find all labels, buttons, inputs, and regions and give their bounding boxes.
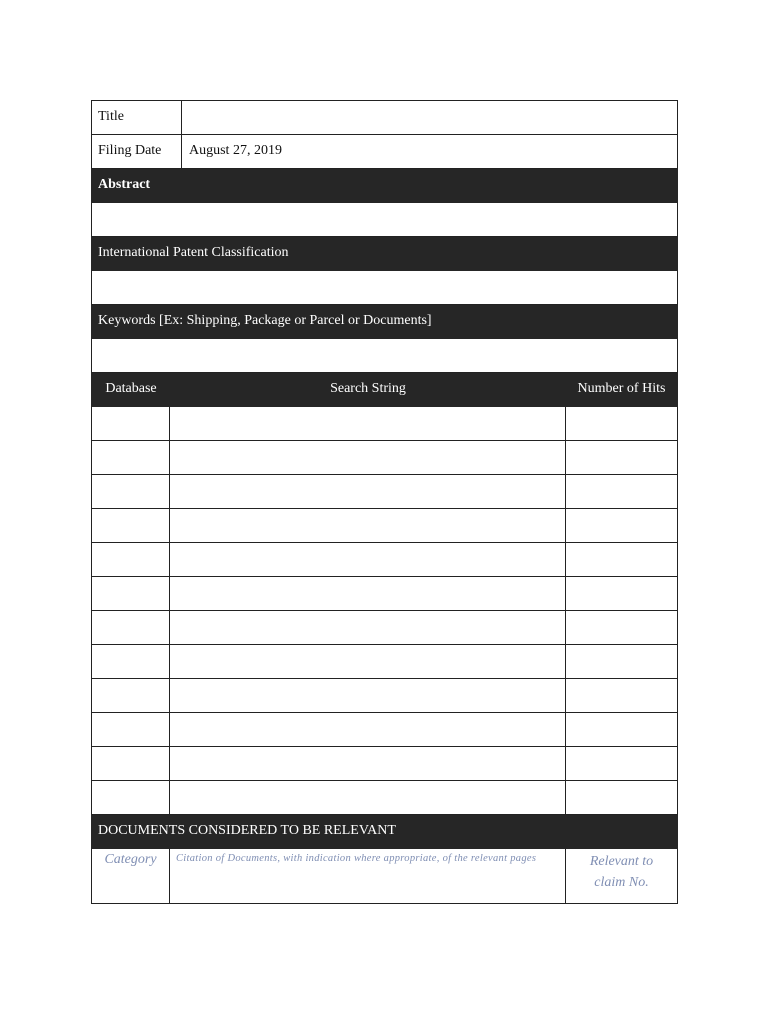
search-string-cell[interactable] <box>170 441 565 474</box>
database-cell[interactable] <box>92 611 169 644</box>
search-table-header <box>91 373 678 407</box>
column-header-number-of-hits: Number of Hits <box>577 381 666 396</box>
table-row <box>91 611 678 645</box>
filing-date-label: Filing Date <box>98 143 162 158</box>
abstract-header <box>91 169 678 203</box>
documents-columns-row <box>91 849 678 904</box>
search-string-cell[interactable] <box>170 577 565 610</box>
search-string-cell[interactable] <box>170 611 565 644</box>
relevant-claim-column-label: Relevant to claim No. <box>589 854 654 890</box>
database-cell[interactable] <box>92 543 169 576</box>
column-header-database: Database <box>105 381 157 396</box>
database-cell[interactable] <box>92 441 169 474</box>
hits-cell[interactable] <box>566 407 677 440</box>
hits-cell[interactable] <box>566 577 677 610</box>
documents-header-label: DOCUMENTS CONSIDERED TO BE RELEVANT <box>98 823 396 838</box>
patent-search-form <box>91 100 678 904</box>
search-string-cell[interactable] <box>170 543 565 576</box>
keywords-field[interactable] <box>92 339 677 372</box>
search-string-cell[interactable] <box>170 509 565 542</box>
keywords-field-row <box>91 339 678 373</box>
search-table-body <box>91 407 678 815</box>
ipc-header <box>91 237 678 271</box>
database-cell[interactable] <box>92 645 169 678</box>
category-column-label: Category <box>104 852 157 867</box>
table-row <box>91 475 678 509</box>
hits-cell[interactable] <box>566 475 677 508</box>
citation-column-label: Citation of Documents, with indication where appropriate, of the relevant pages <box>176 853 537 864</box>
hits-cell[interactable] <box>566 713 677 746</box>
hits-cell[interactable] <box>566 679 677 712</box>
search-string-cell[interactable] <box>170 747 565 780</box>
hits-cell[interactable] <box>566 645 677 678</box>
database-cell[interactable] <box>92 577 169 610</box>
database-cell[interactable] <box>92 679 169 712</box>
hits-cell[interactable] <box>566 509 677 542</box>
hits-cell[interactable] <box>566 781 677 814</box>
table-row <box>91 679 678 713</box>
database-cell[interactable] <box>92 713 169 746</box>
search-string-cell[interactable] <box>170 407 565 440</box>
database-cell[interactable] <box>92 475 169 508</box>
keywords-header <box>91 305 678 339</box>
hits-cell[interactable] <box>566 543 677 576</box>
search-string-cell[interactable] <box>170 713 565 746</box>
table-row <box>91 441 678 475</box>
title-field[interactable] <box>182 101 677 134</box>
table-row <box>91 747 678 781</box>
filing-date-value[interactable]: August 27, 2019 <box>189 143 282 158</box>
search-string-cell[interactable] <box>170 645 565 678</box>
ipc-header-label: International Patent Classification <box>98 245 289 260</box>
table-row <box>91 543 678 577</box>
title-row <box>91 100 678 135</box>
ipc-field-row <box>91 271 678 305</box>
table-row <box>91 713 678 747</box>
hits-cell[interactable] <box>566 747 677 780</box>
search-string-cell[interactable] <box>170 781 565 814</box>
documents-header <box>91 815 678 849</box>
column-header-search-string: Search String <box>330 381 406 396</box>
table-row <box>91 577 678 611</box>
database-cell[interactable] <box>92 747 169 780</box>
table-row <box>91 781 678 815</box>
filing-date-row <box>91 135 678 169</box>
ipc-field[interactable] <box>92 271 677 304</box>
database-cell[interactable] <box>92 509 169 542</box>
table-row <box>91 509 678 543</box>
table-row <box>91 645 678 679</box>
search-string-cell[interactable] <box>170 679 565 712</box>
search-string-cell[interactable] <box>170 475 565 508</box>
hits-cell[interactable] <box>566 441 677 474</box>
keywords-header-label: Keywords [Ex: Shipping, Package or Parcel or Documents] <box>98 313 432 328</box>
database-cell[interactable] <box>92 781 169 814</box>
database-cell[interactable] <box>92 407 169 440</box>
abstract-field[interactable] <box>92 203 677 236</box>
hits-cell[interactable] <box>566 611 677 644</box>
abstract-header-label: Abstract <box>98 177 151 192</box>
table-row <box>91 407 678 441</box>
title-label: Title <box>98 109 124 124</box>
abstract-field-row <box>91 203 678 237</box>
